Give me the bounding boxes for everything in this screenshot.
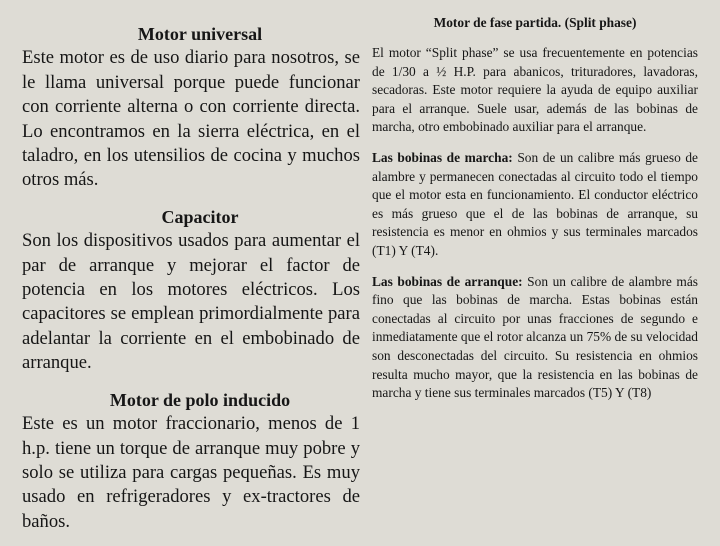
heading-split-phase: Motor de fase partida. (Split phase)	[433, 15, 637, 30]
right-column	[372, 14, 698, 415]
paragraph-bobinas-marcha	[372, 149, 698, 261]
text-bobinas-marcha: Son de un calibre más grueso de alambre y permanecen conectadas al circuito todo el tiempo que el motor esta en funcionamiento. El conductor eléctrico es más grueso que el de las bobinas de arranque, su resistencia es menor en ohmios y sus terminales marcados (T1) Y (T4).	[372, 149, 698, 258]
heading-motor-universal: Motor universal	[137, 24, 263, 44]
term-bobinas-arranque: Las bobinas de arranque:	[372, 273, 523, 289]
paragraph-bobinas-arranque	[372, 273, 698, 403]
paragraph-motor-polo-inducido: Este es un motor fraccionario, menos de 1 h.p. tiene un torque de arranque muy pobre y solo se utiliza para cargas pequeñas. Es muy usado en refrigeradores y ex-tractores de baños.	[22, 413, 360, 532]
heading-capacitor: Capacitor	[161, 206, 239, 227]
section-motor-universal	[22, 22, 360, 193]
heading-motor-polo-inducido: Motor de polo inducido	[109, 389, 291, 410]
paragraph-capacitor: Son los dispositivos usados para aumentar el par de arranque y mejorar el factor de potencia en los motores eléctricos. Los capacitores se emplean primordialmente para adelantar la corriente en el embobinado de arranque.	[22, 230, 360, 374]
term-bobinas-marcha: Las bobinas de marcha:	[372, 149, 513, 165]
text-bobinas-arranque: Son un calibre de alambre más fino que las bobinas de marcha. Estas bobinas están conectadas al circuito por unas fracciones de segundo e inmediatamente que el rotor alcanza un 75% de su velocidad son desconectadas del circuito. Su resistencia en ohmios resulta mucho mayor, que la resistencia en las bobinas de marcha y tiene sus terminales marcados (T5) Y (T8)	[372, 273, 698, 401]
section-motor-polo-inducido	[22, 388, 360, 534]
left-column	[22, 22, 360, 546]
paragraph-split-phase-intro: El motor “Split phase” se usa frecuentemente en potencias de 1/30 a ½ H.P. para abanicos, trituradores, lavadoras, secadoras. Este motor requiere la ayuda de equipo auxiliar para el arranque. Suele usar, además de las bobinas de marcha, otro embobinado auxiliar para el arranque.	[372, 45, 698, 135]
section-capacitor	[22, 205, 360, 376]
paragraph-motor-universal: Este motor es de uso diario para nosotros, se le llama universal porque puede funcionar con corriente alterna o con corriente directa. Lo encontramos en la sierra eléctrica, en el taladro, en los utensilios de cocina y muchos otros más.	[22, 47, 360, 191]
